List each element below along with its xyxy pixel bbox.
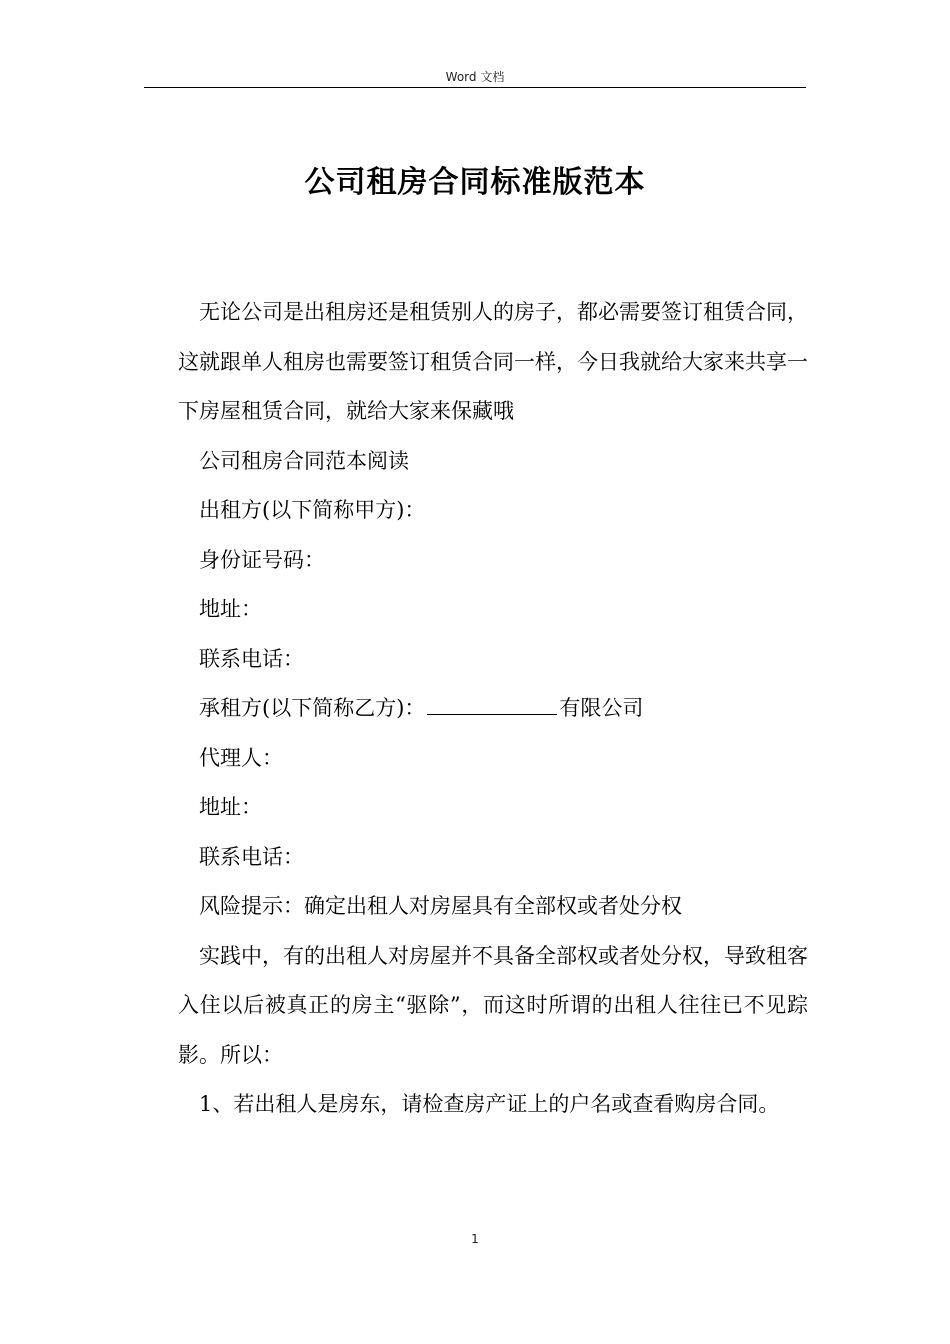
lessee-name-blank (427, 696, 557, 715)
lessor-phone-label: 联系电话： (199, 646, 304, 671)
lessee-address-label: 地址： (199, 795, 262, 819)
company-suffix: 有限公司 (559, 696, 644, 720)
document-title: 公司租房合同标准版范本 (304, 165, 646, 200)
page-number: 1 (471, 1232, 479, 1246)
lessee-line (178, 684, 808, 734)
id-number-label: 身份证号码： (199, 547, 325, 572)
lessor-address-label: 地址： (199, 597, 262, 621)
lessor-label: 出租方(以下简称甲方)： (199, 498, 426, 522)
agent-label: 代理人： (199, 745, 283, 770)
checklist-item-1: 1、若出租人是房东，请检查房产证上的户名或查看购房合同。 (199, 1092, 780, 1116)
section-heading: 公司租房合同范本阅读 (199, 448, 409, 473)
practice-paragraph: 实践中，有的出租人对房屋并不具备全部权或者处分权，导致租客入住以后被真正的房主“驱除”，而这时所谓的出租人往往已不见踪影。所以： (178, 943, 808, 1067)
header-divider (144, 87, 806, 88)
lessee-phone-label: 联系电话： (199, 844, 304, 869)
lessee-label: 承租方(以下简称乙方)： (199, 696, 426, 720)
risk-tip: 风险提示：确定出租人对房屋具有全部权或者处分权 (199, 894, 682, 918)
document-body (178, 288, 808, 1130)
header-text: Word 文档 (445, 70, 505, 84)
intro-paragraph: 无论公司是出租房还是租赁别人的房子，都必需要签订租赁合同，这就跟单人租房也需要签订租赁合同一样，今日我就给大家来共享一下房屋租赁合同，就给大家来保藏哦 (178, 300, 808, 423)
